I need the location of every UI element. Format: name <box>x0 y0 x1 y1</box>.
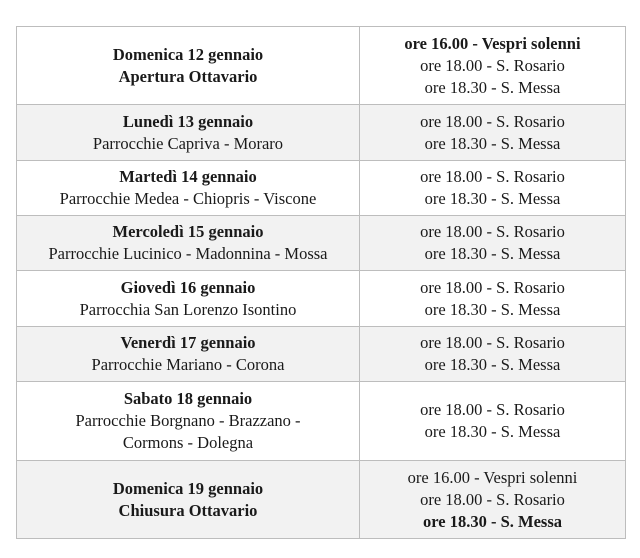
day-cell <box>17 271 360 327</box>
day-cell <box>17 216 360 271</box>
day-title: Martedì 14 gennaio <box>119 167 257 186</box>
time-entry: ore 18.30 - S. Messa <box>424 422 561 441</box>
day-title: Sabato 18 gennaio <box>123 389 253 408</box>
time-entry: ore 18.30 - S. Messa <box>424 77 561 97</box>
time-entry: ore 18.30 - S. Messa <box>424 299 561 319</box>
schedule-row <box>17 382 626 461</box>
times-cell <box>360 216 626 271</box>
day-subtitle: Chiusura Ottavario <box>118 500 258 520</box>
day-cell <box>17 382 360 461</box>
parish-list: Parrocchie Medea - Chiopris - Viscone <box>59 189 317 208</box>
times-cell <box>360 327 626 382</box>
parish-list: Cormons - Dolegna <box>122 433 254 452</box>
day-cell <box>17 461 360 539</box>
time-entry: ore 16.00 - Vespri solenni <box>407 467 578 487</box>
schedule-table <box>16 26 626 539</box>
day-title: Venerdì 17 gennaio <box>120 333 256 352</box>
time-entry: ore 16.00 - Vespri solenni <box>404 33 581 53</box>
parish-list: Parrocchia San Lorenzo Isontino <box>79 299 297 319</box>
time-entry: ore 18.00 - S. Rosario <box>420 111 565 131</box>
time-entry: ore 18.00 - S. Rosario <box>420 333 565 352</box>
time-entry: ore 18.00 - S. Rosario <box>420 400 565 419</box>
time-entry: ore 18.30 - S. Messa <box>422 511 562 531</box>
schedule-row <box>17 105 626 161</box>
schedule-row <box>17 27 626 105</box>
time-entry: ore 18.00 - S. Rosario <box>420 489 565 509</box>
times-cell <box>360 27 626 105</box>
parish-list: Parrocchie Lucinico - Madonnina - Mossa <box>48 244 328 263</box>
parish-list: Parrocchie Capriva - Moraro <box>92 133 284 153</box>
time-entry: ore 18.30 - S. Messa <box>424 133 561 153</box>
time-entry: ore 18.00 - S. Rosario <box>420 55 565 75</box>
day-title: Lunedì 13 gennaio <box>122 111 254 131</box>
schedule-row <box>17 271 626 327</box>
parish-list: Parrocchie Mariano - Corona <box>91 355 285 374</box>
day-cell <box>17 105 360 161</box>
time-entry: ore 18.30 - S. Messa <box>424 189 561 208</box>
day-cell <box>17 161 360 216</box>
day-title: Domenica 12 gennaio <box>112 44 264 64</box>
time-entry: ore 18.00 - S. Rosario <box>420 222 565 241</box>
day-cell <box>17 327 360 382</box>
day-title: Mercoledì 15 gennaio <box>112 222 264 241</box>
times-cell <box>360 105 626 161</box>
parish-list: Parrocchie Borgnano - Brazzano - <box>75 411 301 430</box>
times-cell <box>360 382 626 461</box>
schedule-row <box>17 461 626 539</box>
day-title: Domenica 19 gennaio <box>112 478 264 498</box>
schedule-row <box>17 327 626 382</box>
schedule-row <box>17 161 626 216</box>
time-entry: ore 18.00 - S. Rosario <box>420 167 565 186</box>
time-entry: ore 18.30 - S. Messa <box>424 244 561 263</box>
day-cell <box>17 27 360 105</box>
time-entry: ore 18.30 - S. Messa <box>424 355 561 374</box>
day-title: Giovedì 16 gennaio <box>120 277 256 297</box>
times-cell <box>360 461 626 539</box>
day-subtitle: Apertura Ottavario <box>118 66 258 86</box>
schedule-row <box>17 216 626 271</box>
times-cell <box>360 271 626 327</box>
time-entry: ore 18.00 - S. Rosario <box>420 277 565 297</box>
times-cell <box>360 161 626 216</box>
